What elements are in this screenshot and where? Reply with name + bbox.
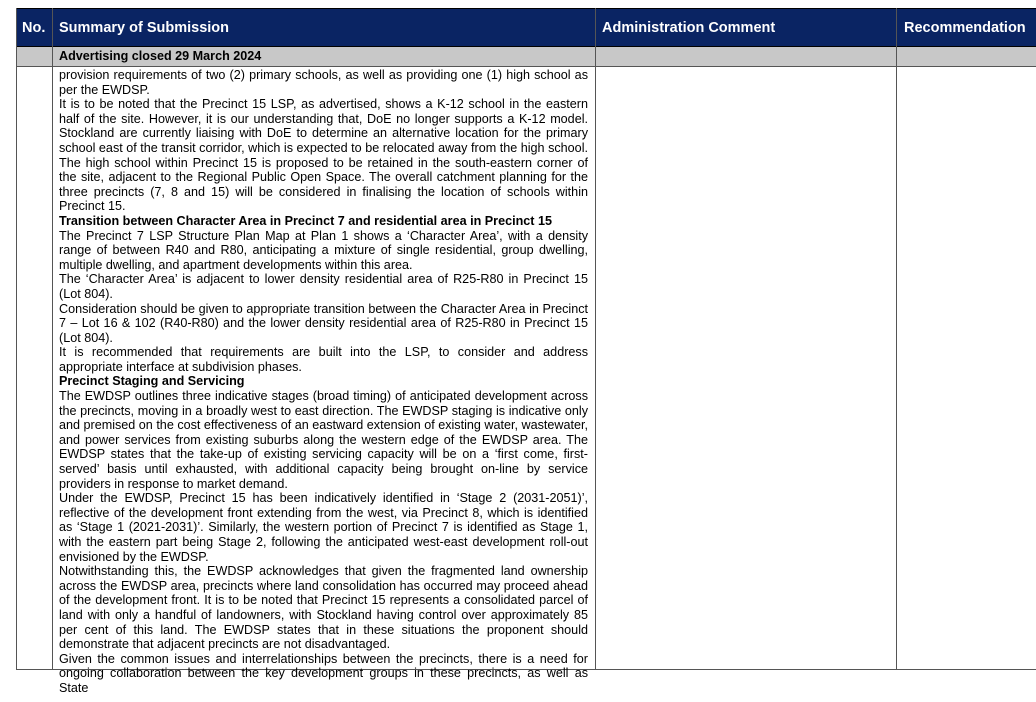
column-divider [595, 8, 596, 670]
column-divider [896, 8, 897, 670]
summary-heading: Precinct Staging and Servicing [59, 374, 245, 389]
header-recommendation: Recommendation [904, 20, 1026, 36]
section-band [16, 47, 1036, 67]
header-no: No. [22, 20, 46, 36]
submissions-table [16, 8, 1026, 695]
summary-heading: Transition between Character Area in Precinct 7 and residential area in Precinct 15 [59, 213, 552, 228]
summary-paragraph: Under the EWDSP, Precinct 15 has been indicatively identified in ‘Stage 2 (2031-2051)’, reflective of the development front extending from the west, via Precinct 8, which is identified as ‘Stage 1 (2021-2031)’. Similarly, the western portion of Precinct 7 is identified as Stage 1, with the eastern part being Stage 2, following the anticipated west-east development roll-out envisioned by the EWDSP. [59, 491, 588, 564]
summary-paragraph: The Precinct 7 LSP Structure Plan Map at Plan 1 shows a ‘Character Area’, with a density range of between R40 and R80, anticipating a mixture of single residential, group dwelling, multiple dwelling, and apartment developments within this area. [59, 228, 588, 272]
summary-cell [59, 68, 588, 696]
summary-paragraph: provision requirements of two (2) primary schools, as well as providing one (1) high school as per the EWDSP. [59, 68, 588, 97]
summary-paragraph: Given the common issues and interrelationships between the precincts, there is a need for ongoing collaboration between the key development groups in these precincts, as well as State [59, 651, 588, 695]
column-divider [16, 8, 17, 670]
column-divider [52, 8, 53, 670]
summary-paragraph: Consideration should be given to appropriate transition between the Character Area in Precinct 7 – Lot 16 & 102 (R40-R80) and the lower density residential area of R25-R80 in Precinct 15 (Lot 804). [59, 301, 588, 345]
table-header [16, 8, 1036, 47]
header-summary: Summary of Submission [59, 20, 230, 36]
summary-paragraph: It is to be noted that the Precinct 15 LSP, as advertised, shows a K-12 school in the eastern half of the site. However, it is our understanding that, DoE no longer supports a K-12 model. Stockland are currently liaising with DoE to determine an alternative location for the primary school east of the transit corridor, which is expected to be relocated away from the high school. The high school within Precinct 15 is proposed to be retained in the south-eastern corner of the site, adjacent to the Regional Public Open Space. The overall catchment planning for the three precincts (7, 8 and 15) will be considered in finalising the location of schools within Precinct 15. [59, 97, 588, 214]
summary-paragraph: It is recommended that requirements are built into the LSP, to consider and address appropriate interface at subdivision phases. [59, 345, 588, 374]
section-band-label: Advertising closed 29 March 2024 [59, 49, 262, 63]
summary-paragraph: The EWDSP outlines three indicative stages (broad timing) of anticipated development across the precincts, moving in a broadly west to east direction. The EWDSP staging is indicative only and premised on the cost effectiveness of an eastward extension of existing water, wastewater, and power services from existing suburbs along the western edge of the EWDSP area. The EWDSP states that the take-up of existing servicing capacity will be on a ‘first come, first-served’ basis until exhausted, with additional capacity being brought on-line by service providers in response to market demand. [59, 389, 589, 491]
summary-paragraph: Notwithstanding this, the EWDSP acknowledges that given the fragmented land ownership across the EWDSP area, precincts where land consolidation has occurred may proceed ahead of the development front. It is to be noted that Precinct 15 represents a consolidated parcel of land with only a handful of landowners, with Stockland having control over approximately 85 per cent of this land. The EWDSP states that in these situations the proponent should demonstrate that adjacent precincts are not disadvantaged. [59, 564, 588, 652]
summary-paragraph: The ‘Character Area’ is adjacent to lower density residential area of R25-R80 in Precinct 15 (Lot 804). [59, 272, 588, 301]
header-admin-comment: Administration Comment [602, 20, 776, 36]
